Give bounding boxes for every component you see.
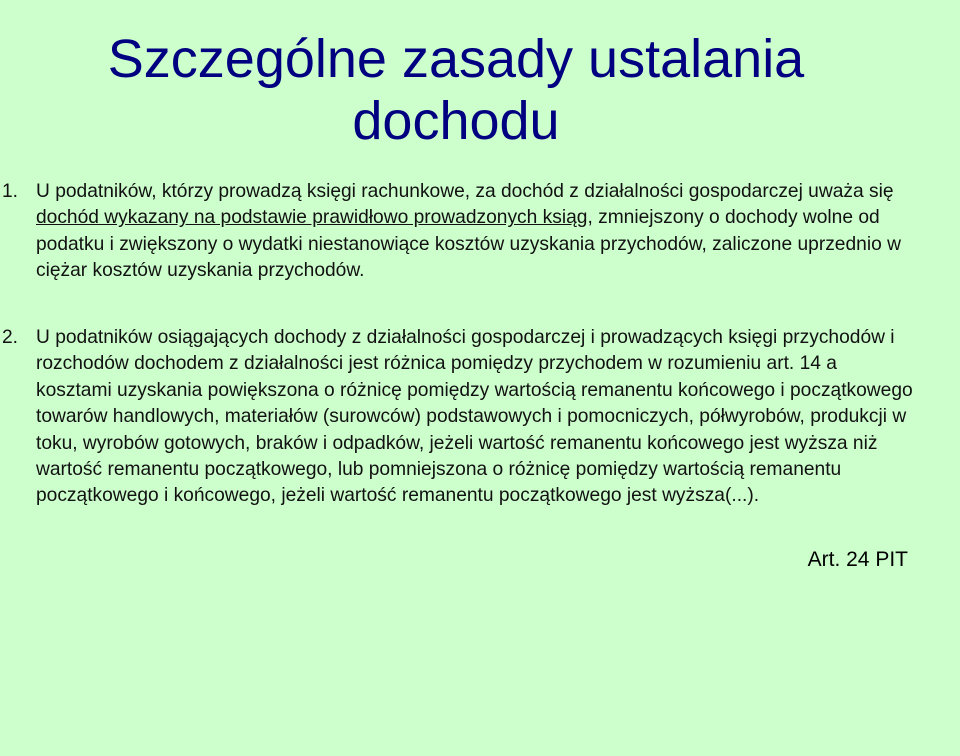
source-citation: Art. 24 PIT	[807, 548, 908, 571]
paragraph-2: 2. U podatników osiągających dochody z działalności gospodarczej i prowadzących księgi przychodów i rozchodów dochodem z działalności jest różnica pomiędzy przychodem w rozumieniu art. 14 a kosztami uzyskania powiększona o różnicę pomiędzy wartością remanentu końcowego i początkowego towarów handlowych, materiałów (surowców) podstawowych i pomocniczych, półwyrobów, produkcji w toku, wyrobów gotowych, braków i odpadków, jeżeli wartość remanentu końcowego jest wyższa niż wartość remanentu początkowego, lub pomniejszona o różnicę pomiędzy wartością remanentu początkowego i końcowego, jeżeli wartość remanentu początkowego jest wyższa(...).	[2, 327, 913, 507]
paragraph-2-text: U podatników osiągających dochody z działalności gospodarczej i prowadzących księgi przychodów i rozchodów dochodem z działalności jest różnica pomiędzy przychodem w rozumieniu art. 14 a kosztami uzyskania powiększona o różnicę pomiędzy wartością remanentu końcowego i początkowego towarów handlowych, materiałów (surowców) podstawowych i pomocniczych, półwyrobów, produkcji w toku, wyrobów gotowych, braków i odpadków, jeżeli wartość remanentu końcowego jest wyższa niż wartość remanentu początkowego, lub pomniejszona o różnicę pomiędzy wartością remanentu początkowego i końcowego, jeżeli wartość remanentu początkowego jest wyższa(...).	[36, 327, 913, 507]
paragraph-1-underlined-text: dochód wykazany na podstawie prawidłowo prowadzonych ksiąg	[36, 207, 588, 229]
paragraph-1-text-before: U podatników, którzy prowadzą księgi rachunkowe, za dochód z działalności gospodarczej uważa się	[36, 181, 894, 202]
title-line-1: Szczególne zasady ustalania	[107, 29, 805, 89]
slide-title	[0, 28, 912, 152]
paragraph-1-text-after: , zmniejszony o dochody wolne od podatku i zwiększony o wydatki niestanowiące kosztów uzyskania przychodów, zaliczone uprzednio w ciężar kosztów uzyskania przychodów.	[36, 207, 901, 282]
paragraph-1: 1. U podatników, którzy prowadzą księgi rachunkowe, za dochód z działalności gospodarczej uważa się dochód wykazany na podstawie prawidłowo prowadzonych ksiąg, zmniejszony o dochody wolne od podatku i zwiększony o wydatki niestanowiące kosztów uzyskania przychodów, zaliczone uprzednio w ciężar kosztów uzyskania przychodów.	[2, 181, 901, 282]
title-line-2: dochodu	[352, 91, 560, 151]
